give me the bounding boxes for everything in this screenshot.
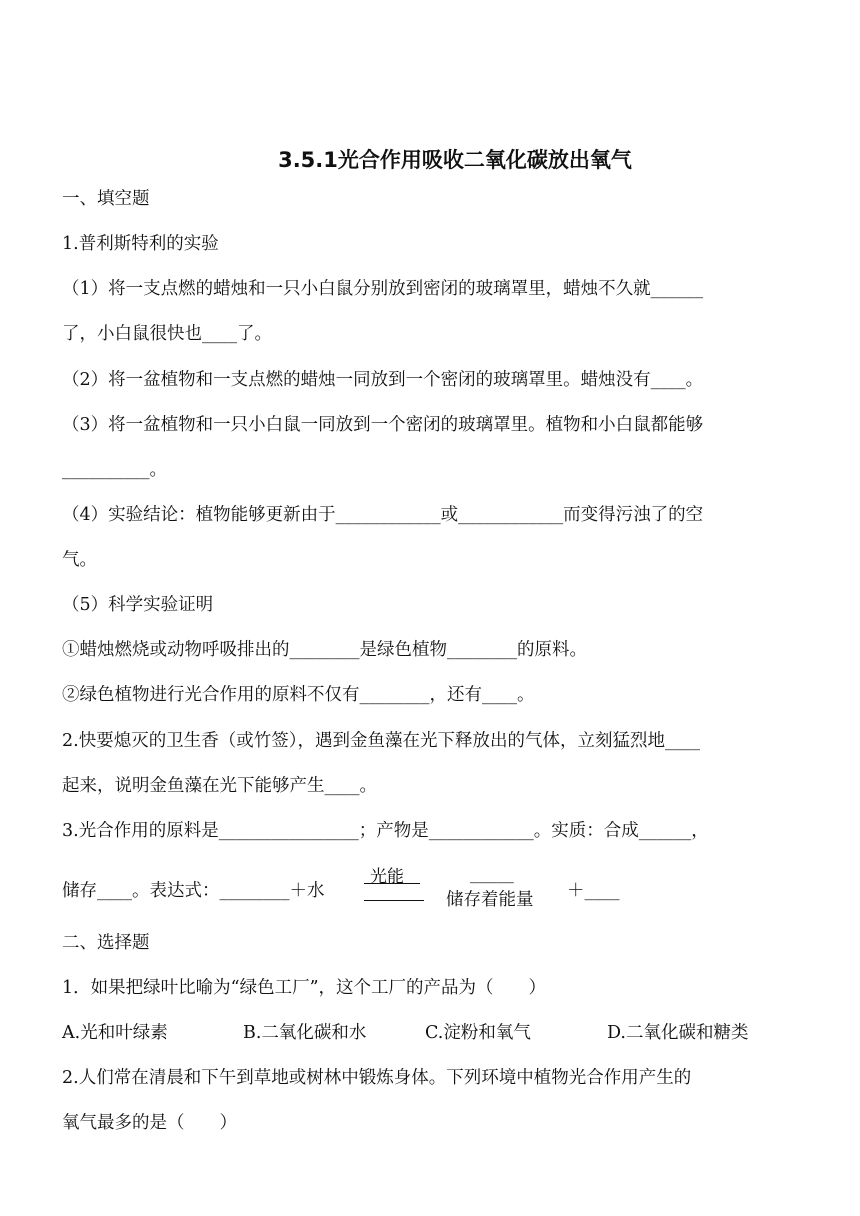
mc-question-1-option-d: D.二氧化碳和糖类: [607, 1023, 749, 1043]
question-1-part-4-line-1: （4）实验结论：植物能够更新由于____________或____________而变得污浊了的空: [62, 505, 704, 525]
section-heading-multiple-choice: 二、选择题: [62, 933, 150, 953]
question-1-heading: 1.普利斯特利的实验: [62, 234, 219, 254]
mc-question-1-stem: 1．如果把绿叶比喻为“绿色工厂”，这个工厂的产品为（ ）: [62, 978, 547, 998]
product-blank: _____: [470, 864, 514, 884]
question-1-part-3-line-2: __________。: [62, 460, 167, 480]
page-title: 3.5.1光合作用吸收二氧化碳放出氧气: [278, 148, 632, 172]
question-1-part-5: （5）科学实验证明: [62, 595, 214, 615]
arrow-underline: [364, 900, 424, 901]
arrow-label: 光能: [370, 867, 404, 887]
question-1-part-3-line-1: （3）将一盆植物和一只小白鼠一同放到一个密闭的玻璃罩里。植物和小白鼠都能够: [62, 415, 704, 435]
equation-prefix: 储存____。表达式：________＋水: [62, 881, 325, 901]
question-2-line-2: 起来，说明金鱼藻在光下能够产生____。: [62, 776, 377, 796]
question-2-line-1: 2.快要熄灭的卫生香（或竹签），遇到金鱼藻在光下释放出的气体，立刻猛烈地____: [62, 731, 700, 751]
section-heading-fill-blank: 一、填空题: [62, 189, 150, 209]
question-1-part-1-line-2: 了，小白鼠很快也____了。: [62, 324, 272, 344]
mc-question-1-option-a: A.光和叶绿素: [62, 1023, 168, 1043]
arrow-icon: [364, 883, 420, 884]
product-label: 储存着能量: [446, 890, 534, 910]
question-1-part-2: （2）将一盆植物和一支点燃的蜡烛一同放到一个密闭的玻璃罩里。蜡烛没有____。: [62, 370, 704, 390]
question-3-line-1: 3.光合作用的原料是________________；产物是____________。实质：合成______，: [62, 821, 709, 841]
question-1-part-4-line-2: 气。: [62, 550, 97, 570]
question-1-part-1-line-1: （1）将一支点燃的蜡烛和一只小白鼠分别放到密闭的玻璃罩里，蜡烛不久就______: [62, 279, 704, 299]
mc-question-2-line-1: 2.人们常在清晨和下午到草地或树林中锻炼身体。下列环境中植物光合作用产生的: [62, 1068, 692, 1088]
question-1-conclusion-2: ②绿色植物进行光合作用的原料不仅有________，还有____。: [62, 685, 535, 705]
mc-question-1-option-b: B.二氧化碳和水: [243, 1023, 367, 1043]
equation-plus-blank: ＋____: [567, 881, 620, 901]
question-1-conclusion-1: ①蜡烛燃烧或动物呼吸排出的________是绿色植物________的原料。: [62, 640, 587, 660]
mc-question-2-line-2: 氧气最多的是（ ）: [62, 1113, 237, 1133]
mc-question-1-option-c: C.淀粉和氧气: [425, 1023, 531, 1043]
